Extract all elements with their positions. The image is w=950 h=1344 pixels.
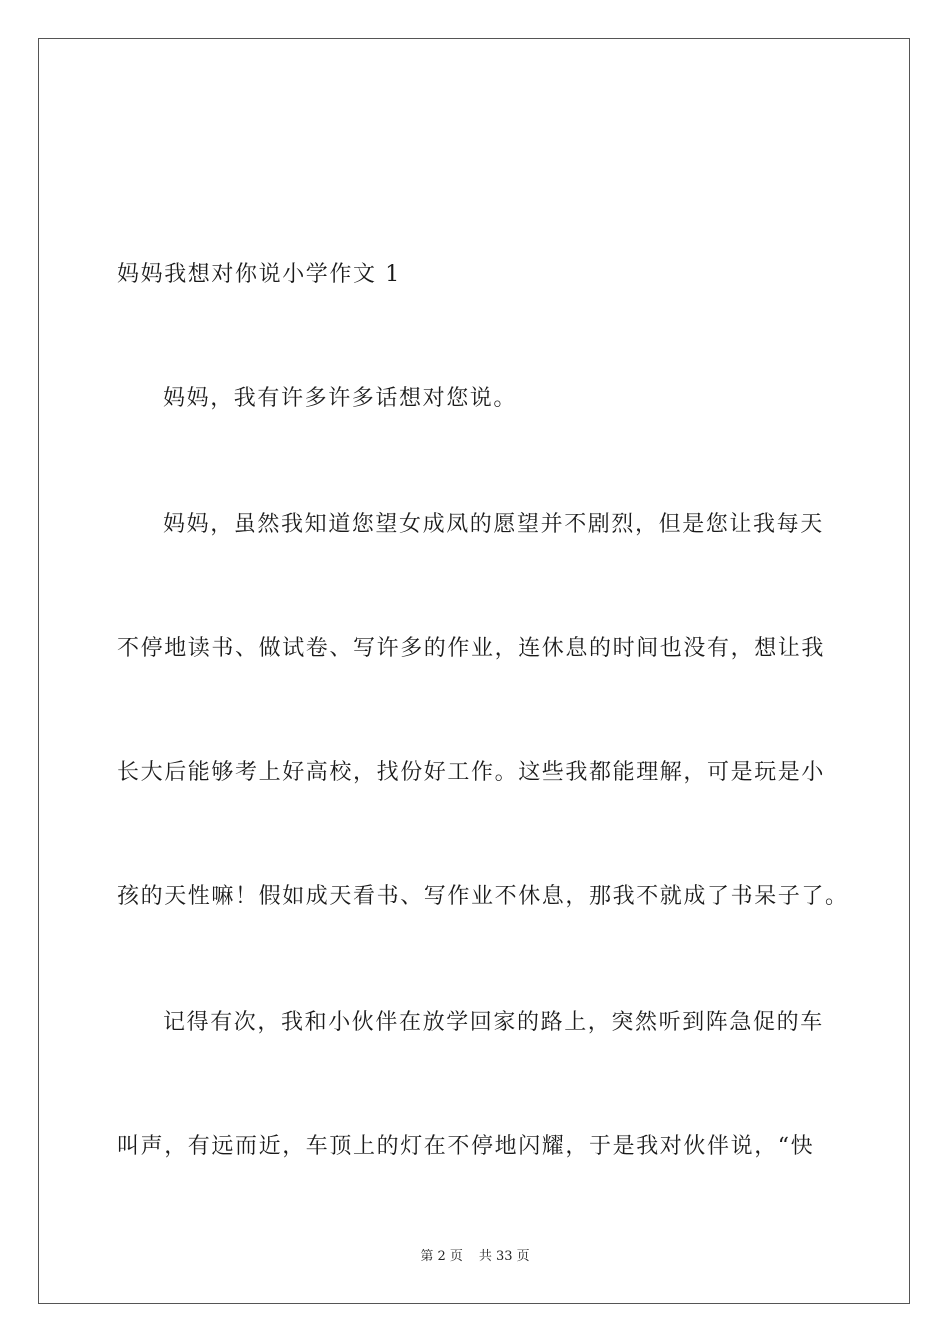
paragraph-line: 妈妈，我有许多许多话想对您说。 bbox=[163, 386, 518, 411]
paragraph-line: 孩的天性嘛！假如成天看书、写作业不休息，那我不就成了书呆子了。 bbox=[117, 884, 849, 909]
page-border bbox=[38, 38, 910, 1304]
page-total: 共 33 页 bbox=[478, 1249, 530, 1264]
paragraph-line: 长大后能够考上好高校，找份好工作。这些我都能理解，可是玩是小 bbox=[117, 760, 826, 785]
paragraph-line: 记得有次，我和小伙伴在放学回家的路上，突然听到阵急促的车 bbox=[163, 1010, 824, 1035]
paragraph-line: 不停地读书、做试卷、写许多的作业，连休息的时间也没有，想让我 bbox=[117, 636, 826, 661]
page-footer bbox=[0, 1248, 950, 1266]
document-title: 妈妈我想对你说小学作文 1 bbox=[117, 262, 401, 287]
paragraph-line: 叫声，有远而近，车顶上的灯在不停地闪耀，于是我对伙伴说，“快 bbox=[117, 1134, 815, 1159]
paragraph-line: 妈妈，虽然我知道您望女成凤的愿望并不剧烈，但是您让我每天 bbox=[163, 512, 824, 537]
page-number: 第 2 页 bbox=[420, 1249, 463, 1264]
